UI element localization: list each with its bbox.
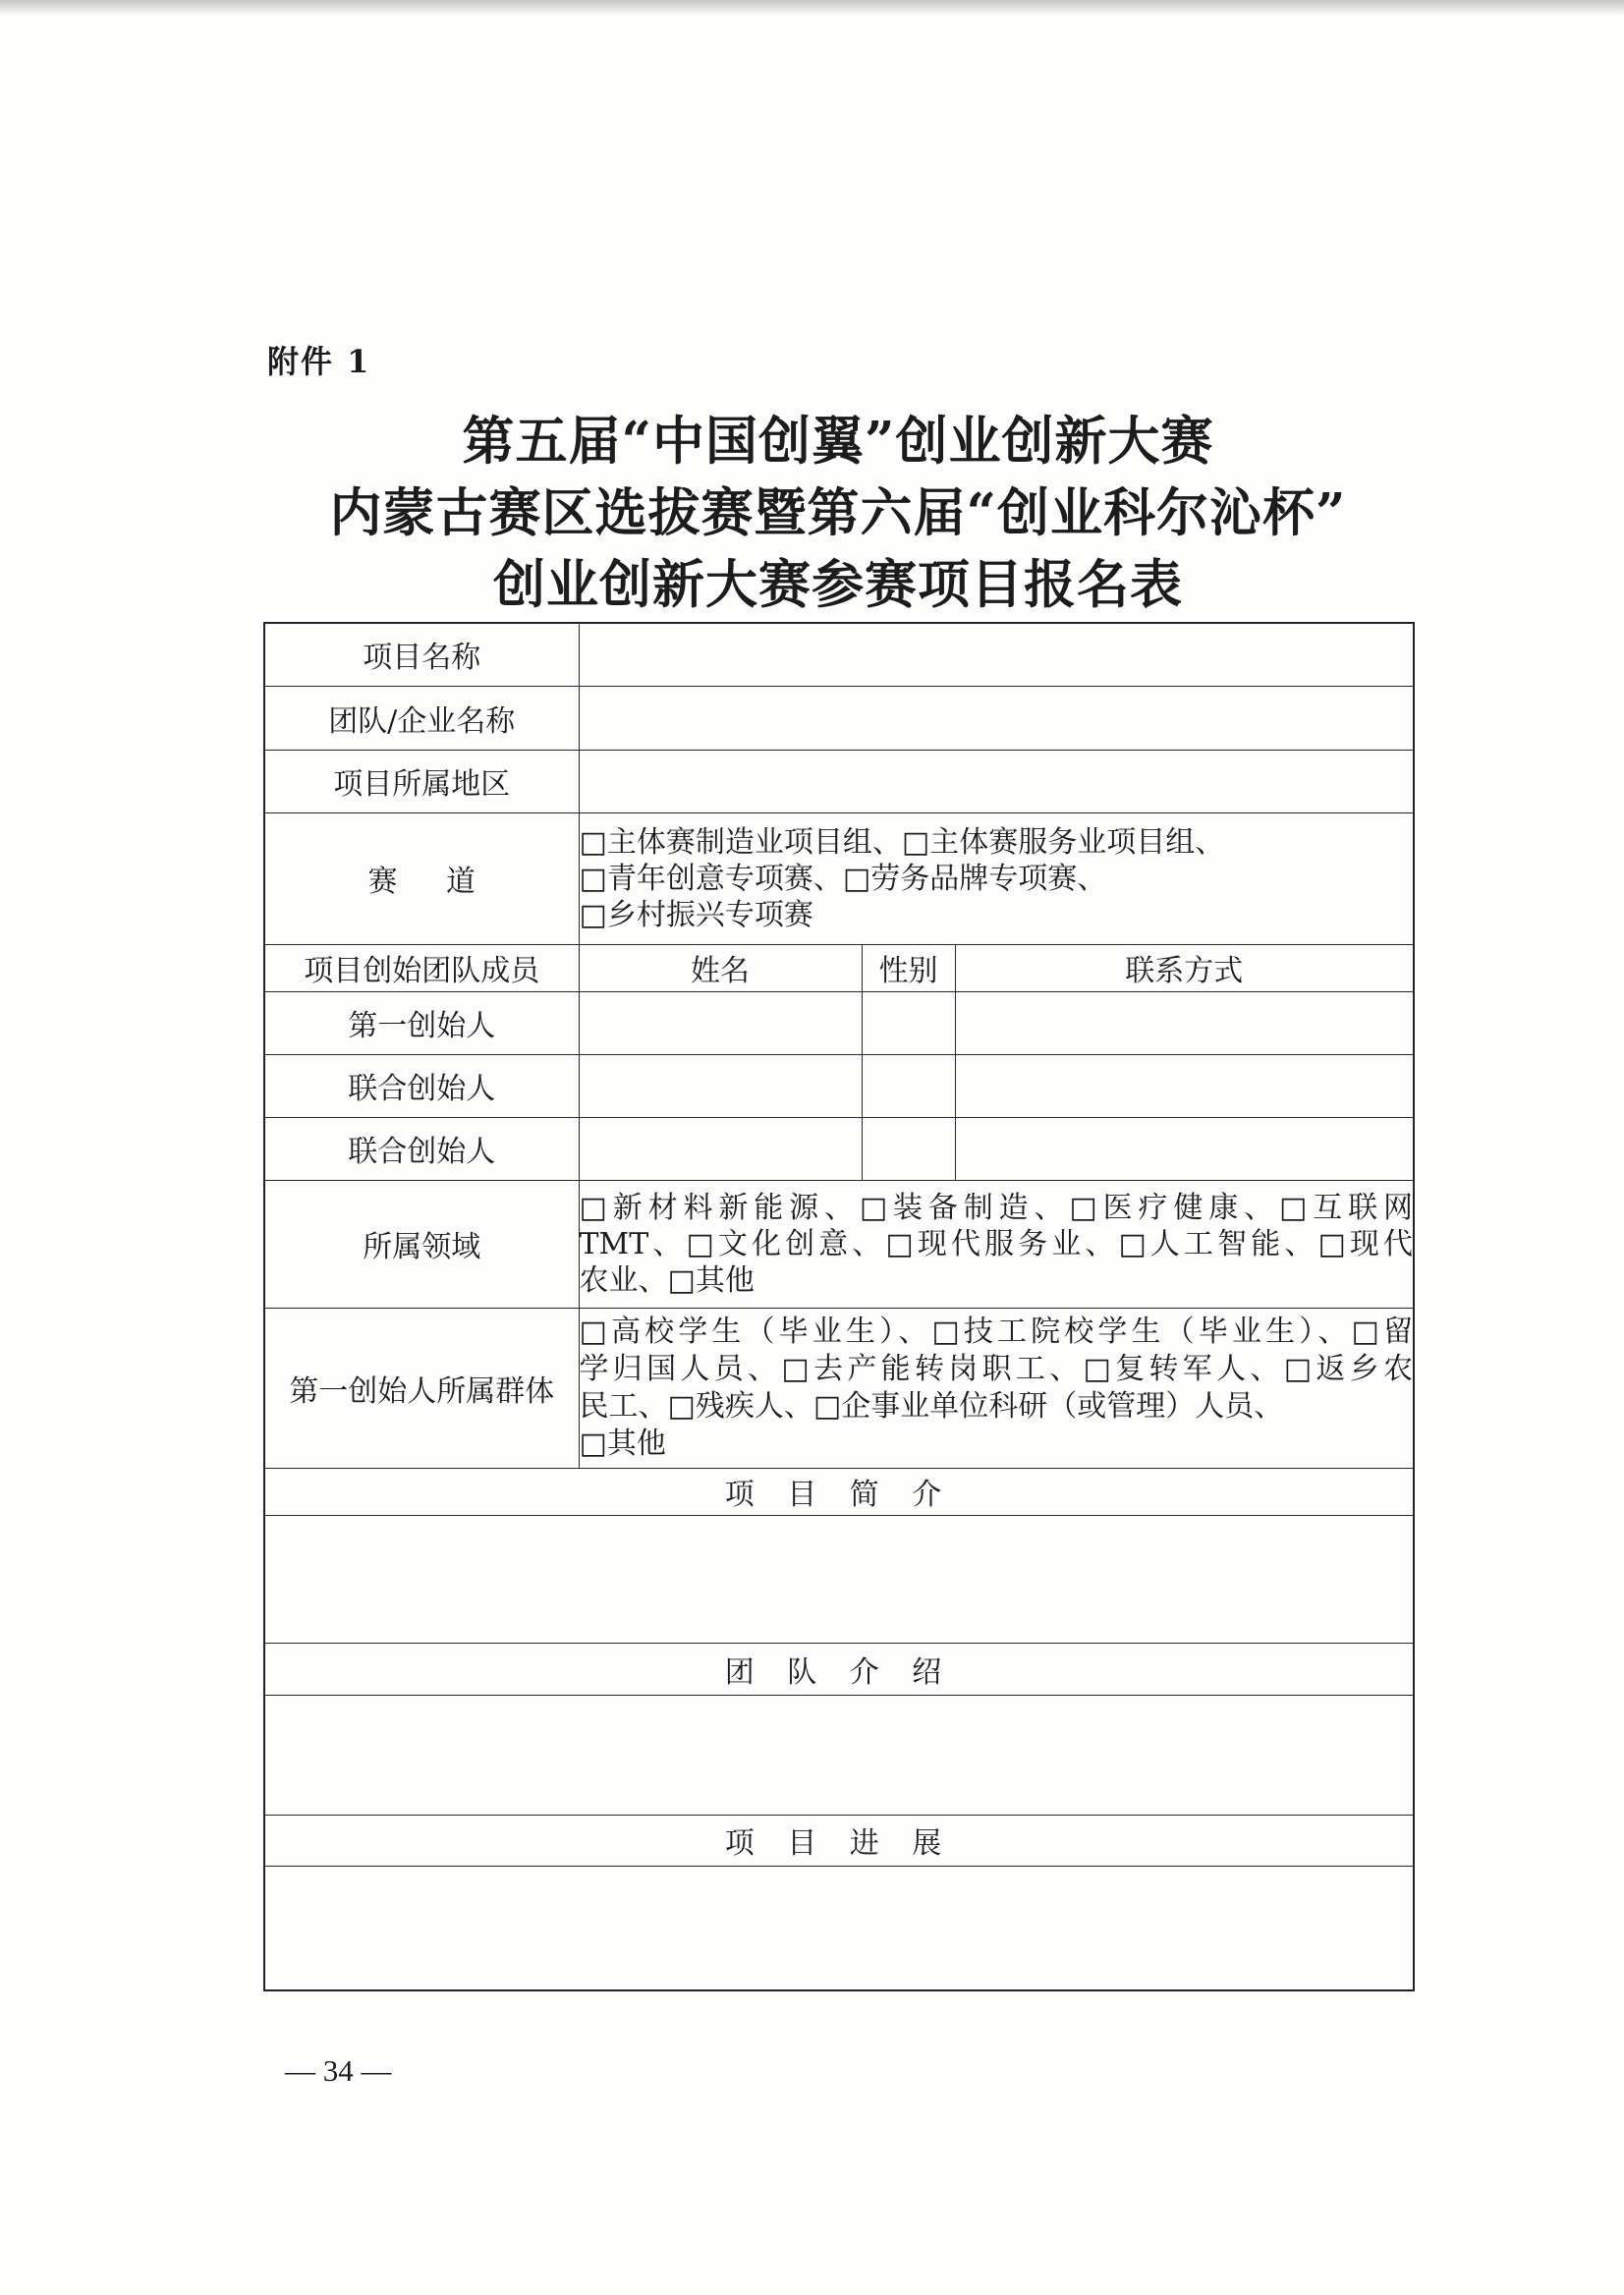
document-title [263,406,1413,621]
project-name-value-cell [579,623,1414,686]
row-project-progress-header [264,1815,1414,1866]
row-project-intro-body [264,1515,1414,1643]
co-founder-gender-cell [862,1054,955,1117]
row-first-founder [264,991,1414,1054]
track-options-line: □乡村振兴专项赛 [579,897,813,932]
team-intro-body-cell [264,1695,1414,1815]
project-intro-heading: 项 目 简 介 [264,1468,1414,1515]
row-project-region [264,750,1414,812]
field-options-line: TMT、□文化创意、□现代服务业、□人工智能、□现代 [579,1226,1413,1261]
title-line-1: 第五届“中国创翼”创业创新大赛 [462,411,1214,472]
founder-group-options-line: 民工、□残疾人、□企事业单位科研（或管理）人员、 [579,1388,1284,1424]
region-label: 项目所属地区 [264,750,579,812]
first-founder-gender-cell [862,991,955,1054]
co-founder-contact-cell [955,1117,1414,1180]
page-number: — 34 — [285,2053,392,2088]
co-founder-label: 联合创始人 [264,1054,579,1117]
row-project-name [264,623,1414,686]
project-progress-heading: 项 目 进 展 [264,1815,1414,1866]
track-options-line: □青年创意专项赛、□劳务品牌专项赛、 [579,861,1107,896]
region-value-cell [579,750,1414,812]
row-track [264,812,1414,944]
co-founder-gender-cell [862,1117,955,1180]
row-field [264,1180,1414,1308]
scan-edge [0,0,1624,16]
row-team-intro-header [264,1643,1414,1695]
annex-label: 附件 1 [267,343,371,380]
row-project-progress-body [264,1866,1414,1990]
title-line-2: 内蒙古赛区选拔赛暨第六届“创业科尔沁杯” [329,482,1347,543]
team-company-value-cell [579,686,1414,750]
track-options-line: □主体赛制造业项目组、□主体赛服务业项目组、 [579,824,1225,860]
project-progress-body-cell [264,1866,1414,1990]
column-header-contact: 联系方式 [955,944,1414,991]
co-founder-contact-cell [955,1054,1414,1117]
row-co-founder-2 [264,1117,1414,1180]
column-header-name: 姓名 [579,944,862,991]
row-founder-group [264,1308,1414,1468]
field-options-line: 农业、□其他 [579,1262,755,1298]
first-founder-label: 第一创始人 [264,991,579,1054]
title-line-3: 创业创新大赛参赛项目报名表 [493,554,1183,615]
project-intro-body-cell [264,1515,1414,1643]
row-team-company-name [264,686,1414,750]
first-founder-name-cell [579,991,862,1054]
field-label: 所属领域 [264,1180,579,1308]
founder-group-options [579,1308,1414,1468]
co-founder-label: 联合创始人 [264,1117,579,1180]
project-name-label: 项目名称 [264,623,579,686]
row-founding-team-header [264,944,1414,991]
founder-group-options-line: □其他 [579,1426,666,1461]
row-team-intro-body [264,1695,1414,1815]
team-company-label: 团队/企业名称 [264,686,579,750]
founding-team-label: 项目创始团队成员 [264,944,579,991]
field-options-line: □新材料新能源、□装备制造、□医疗健康、□互联网 [579,1190,1413,1225]
track-options [579,812,1414,944]
column-header-gender: 性别 [862,944,955,991]
founder-group-label: 第一创始人所属群体 [264,1308,579,1468]
row-co-founder-1 [264,1054,1414,1117]
first-founder-contact-cell [955,991,1414,1054]
field-options [579,1180,1414,1308]
row-project-intro-header [264,1468,1414,1515]
team-intro-heading: 团 队 介 绍 [264,1643,1414,1695]
founder-group-options-line: □高校学生（毕业生）、□技工院校学生（毕业生）、□留 [579,1314,1413,1349]
co-founder-name-cell [579,1054,862,1117]
registration-form-table [263,622,1415,1991]
track-label: 赛 道 [264,812,579,944]
co-founder-name-cell [579,1117,862,1180]
founder-group-options-line: 学归国人员、□去产能转岗职工、□复转军人、□返乡农 [579,1351,1413,1386]
